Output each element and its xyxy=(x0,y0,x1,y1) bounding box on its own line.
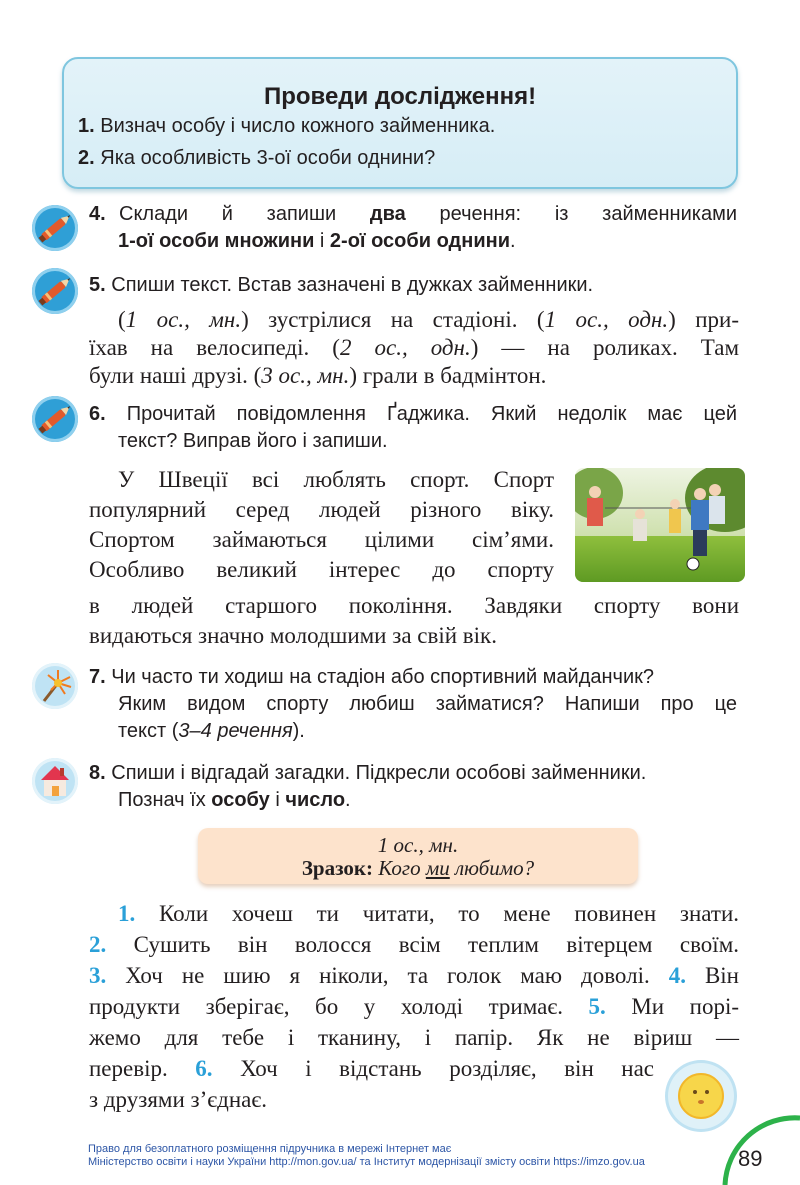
task-5-line: були наші друзі. (3 ос., мн.) грали в бадмінтон. xyxy=(89,363,547,388)
riddle-line: перевір. 6. Хоч і відстань розділяє, він нас xyxy=(89,1056,655,1081)
riddle-line: продукти зберігає, бо у холоді тримає. 5. Ми порі- xyxy=(89,994,740,1019)
riddles xyxy=(89,898,739,1115)
research-title: Проведи дослідження! xyxy=(263,83,537,110)
sparkler-icon xyxy=(32,663,78,709)
riddle-line: 3. Хоч не шию я ніколи, та голок маю доволі. 4. Він xyxy=(89,963,739,988)
sample-label: 1 ос., мн. xyxy=(377,833,459,857)
pen-icon xyxy=(32,268,78,314)
task-4: 4. Склади й запиши два речення: із займенниками 1-ої особи множини і 2-ої особи однини. xyxy=(89,203,737,252)
page-number: 89 xyxy=(738,1146,763,1171)
task-5-line: (1 ос., мн.) зустрілися на стадіоні. (1 ос., одн.) при- xyxy=(118,307,740,332)
riddle-line: 1. Коли хочеш ти читати, то мене повинен знати. xyxy=(118,901,740,926)
pen-icon xyxy=(32,205,78,251)
task-6-text-cont: в людей старшого покоління. Завдяки спорту вони видаються значно молодшими за свій вік. xyxy=(89,593,739,648)
footer-copyright: Право для безоплатного розміщення підручника в мережі Інтернет має Міністерство освіти і науки України http://mon.gov.ua/ та Інститут модернізації змісту освіти https://imzo.gov.ua xyxy=(88,1143,645,1168)
riddle-line: 2. Сушить він волосся всім теплим вітерцем своїм. xyxy=(89,932,739,957)
sample-example: Зразок: Кого ми любимо? xyxy=(301,856,535,880)
research-box xyxy=(62,57,738,189)
task-5-text xyxy=(89,306,739,390)
house-icon xyxy=(32,758,78,804)
task-6-text: У Швеції всі люблять спорт. Спорт популярний серед людей різного віку. Спортом займаються цілими сім’ями. Особливо великий інтерес до спорту xyxy=(89,467,554,582)
pen-icon xyxy=(32,396,78,442)
task-5-instruction: 5. Спиши текст. Встав зазначені в дужках займенники. xyxy=(89,274,594,296)
research-item-1: 1. Визнач особу і число кожного займенника. xyxy=(78,115,496,137)
task-6-instruction: 6. Прочитай повідомлення Ґаджика. Який недолік має цей текст? Виправ його і запиши. xyxy=(89,403,737,452)
sample-box xyxy=(198,828,638,884)
riddle-line: з друзями з’єднає. xyxy=(89,1087,267,1112)
task-7: 7. Чи часто ти ходиш на стадіон або спортивний майданчик? Яким видом спорту любиш займатися? Напиши про це текст (3–4 речення). xyxy=(89,666,737,742)
riddle-line: жемо для тебе і тканину, і папір. Як не віриш — xyxy=(89,1025,739,1050)
task-8: 8. Спиши і відгадай загадки. Підкресли особові займенники. Познач їх особу і число. xyxy=(89,762,647,811)
sports-photo xyxy=(575,468,745,582)
task-5-line: їхав на велосипеді. (2 ос., одн.) — на роликах. Там xyxy=(89,335,739,360)
research-item-2: 2. Яка особливість 3-ої особи однини? xyxy=(78,147,436,169)
